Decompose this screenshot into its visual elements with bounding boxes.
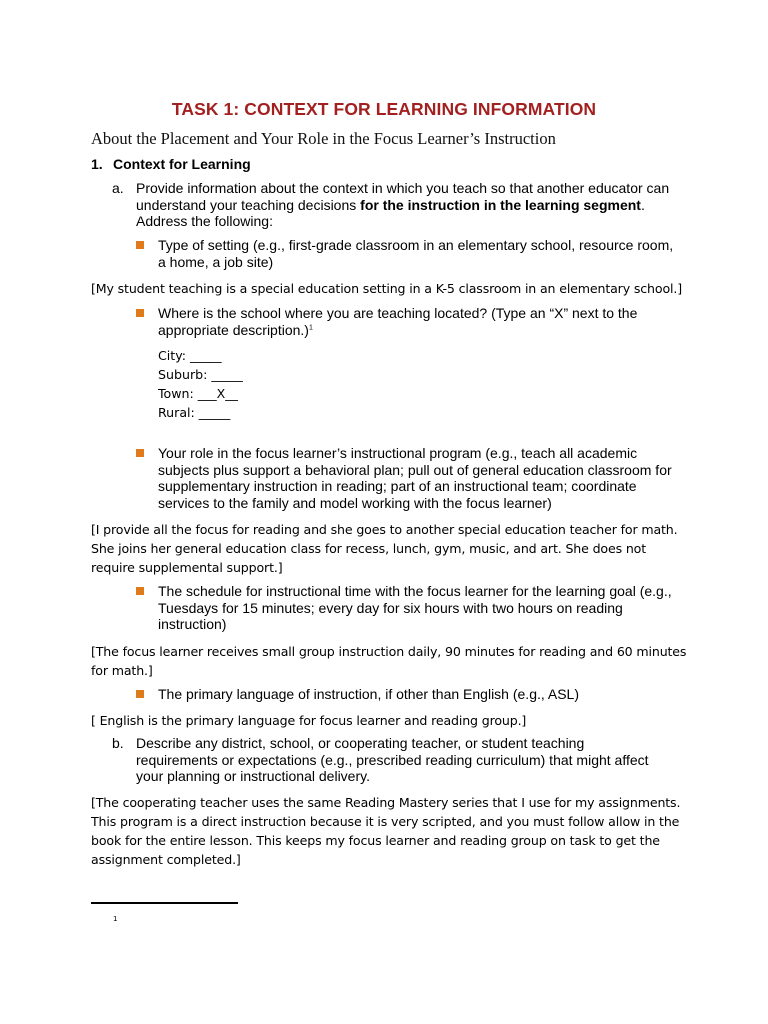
bullet-square-icon — [136, 587, 144, 595]
item-a-marker: a. — [112, 180, 124, 196]
bullet-setting-text: Type of setting (e.g., first-grade classroom in an elementary school, resource room, a home, a job site) — [158, 237, 674, 270]
section-subtitle: About the Placement and Your Role in the Focus Learner’s Instruction — [91, 129, 556, 148]
bullet-location-text — [158, 305, 676, 338]
location-option-rural: Rural: _____ — [158, 405, 231, 420]
item-a-text-start: Provide information about the context in which you teach so that another educator can understand your teaching decisions — [136, 180, 670, 213]
location-option-suburb: Suburb: _____ — [158, 367, 243, 382]
response-language: [ English is the primary language for focus learner and reading group.] — [91, 713, 527, 728]
item-b-text: Describe any district, school, or cooperating teacher, or student teaching requirements or expectations (e.g., prescribed reading curriculum) that might affect your planning or instructional delivery. — [136, 735, 649, 785]
bullet-location-body: Where is the school where you are teaching located? (Type an “X” next to the appropriate description.) — [158, 305, 638, 338]
location-option-town: Town: ___X__ — [158, 386, 238, 401]
section-number: 1. — [91, 156, 103, 172]
bullet-schedule-text: The schedule for instructional time with the focus learner for the learning goal (e.g., Tuesdays for 15 minutes; every day for six hours with two hours on reading instruction) — [158, 583, 672, 633]
bullet-square-icon — [136, 449, 144, 457]
item-a-text-bold: for the instruction in the learning segment — [360, 196, 641, 213]
response-requirements: [The cooperating teacher uses the same Reading Mastery series that I use for my assignments. This program is a direct instruction because it is very scripted, and you must follow allow in the book for the entire lesson. This keeps my focus learner and reading group on task to get the assignment completed.] — [91, 795, 681, 867]
footnote-marker: 1 — [113, 915, 118, 923]
section-heading-text: Context for Learning — [113, 156, 251, 172]
bullet-square-icon — [136, 690, 144, 698]
footnote-separator — [91, 902, 238, 904]
response-setting: [My student teaching is a special education setting in a K-5 classroom in an elementary school.] — [91, 281, 682, 296]
bullet-language-text: The primary language of instruction, if other than English (e.g., ASL) — [158, 686, 580, 702]
bullet-square-icon — [136, 241, 144, 249]
bullet-role-text: Your role in the focus learner’s instructional program (e.g., teach all academic subjects plus support a behavioral plan; pull out of general education classroom for supplementary instruction in reading; part of an instructional team; coordinate services to the family and model working with the focus learner) — [158, 445, 672, 511]
response-role: [I provide all the focus for reading and she goes to another special education teacher for math. She joins her general education class for recess, lunch, gym, music, and art. She does not require supplemental support.] — [91, 522, 678, 575]
footnote-reference: 1 — [308, 323, 313, 331]
item-b-marker: b. — [112, 735, 124, 751]
bullet-square-icon — [136, 309, 144, 317]
response-schedule: [The focus learner receives small group instruction daily, 90 minutes for reading and 60 minutes for math.] — [91, 644, 687, 678]
item-a-text-end: . Address the following: — [136, 196, 645, 230]
task-title: TASK 1: CONTEXT FOR LEARNING INFORMATION — [171, 99, 597, 119]
location-option-city: City: _____ — [158, 348, 222, 363]
item-a-text — [136, 180, 676, 230]
location-options — [158, 346, 243, 422]
section-heading — [91, 156, 251, 173]
